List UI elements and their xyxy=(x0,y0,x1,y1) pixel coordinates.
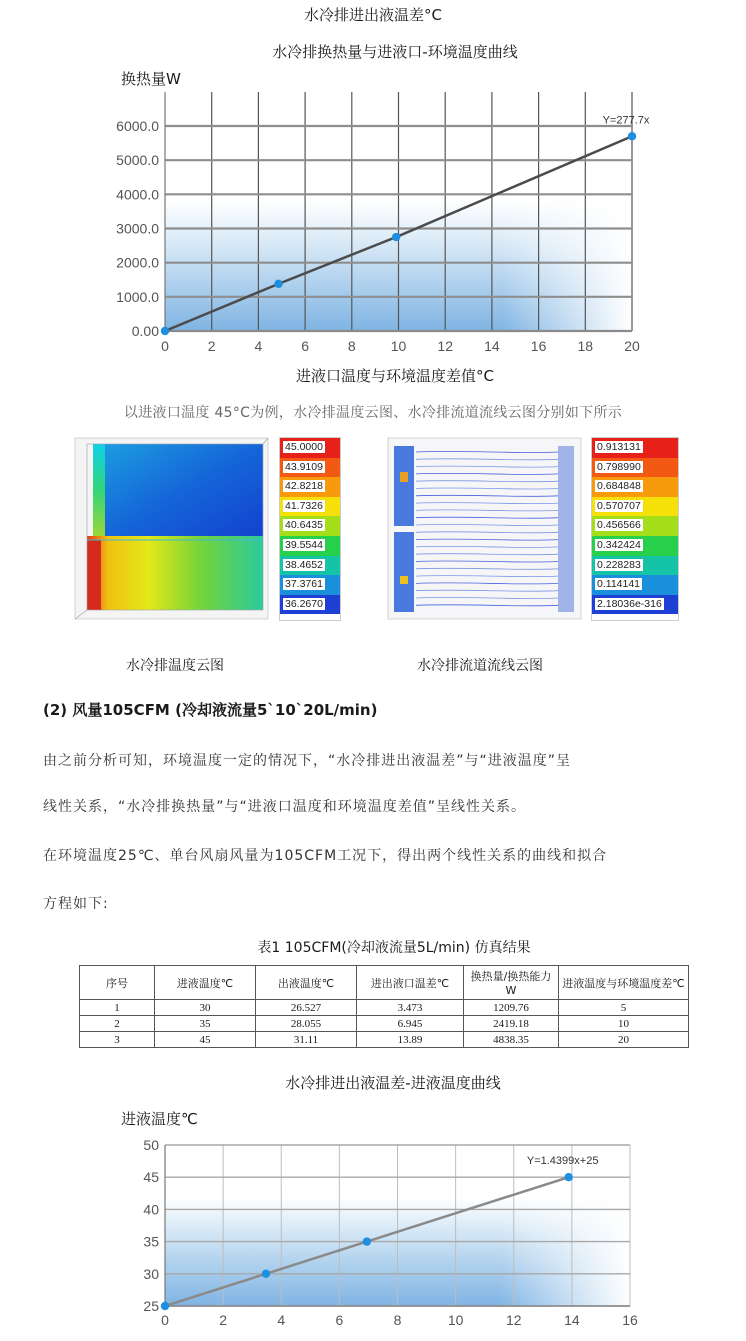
legend-row xyxy=(592,458,678,478)
table-cell: 31.11 xyxy=(256,1032,357,1048)
y-tick-label: 4000.0 xyxy=(116,186,159,203)
table-cell: 28.055 xyxy=(256,1016,357,1032)
legend-row xyxy=(592,477,678,497)
x-tick-label: 2 xyxy=(207,338,216,354)
table-cell: 3 xyxy=(80,1032,155,1048)
x-tick-label: 6 xyxy=(335,1312,344,1328)
intro-text: 以进液口温度 45°C为例，水冷排温度云图、水冷排流道流线云图分别如下所示 xyxy=(123,405,623,421)
y-tick-label: 1000.0 xyxy=(116,288,159,305)
section-heading: (2) 风量105CFM (冷却液流量5`10`20L/min) xyxy=(43,701,378,719)
x-tick-label: 14 xyxy=(484,338,500,354)
table-row xyxy=(80,1032,689,1048)
table-cell: 13.89 xyxy=(357,1032,464,1048)
table-cell: 6.945 xyxy=(357,1016,464,1032)
legend-row xyxy=(280,595,340,615)
legend-label: 0.798990 xyxy=(597,460,641,473)
x-tick-label: 18 xyxy=(577,338,594,354)
legend-label: 42.8218 xyxy=(285,480,323,493)
chart2-ylabel: 进液温度℃ xyxy=(121,1110,198,1128)
temperature-legend xyxy=(279,437,341,621)
legend-row xyxy=(592,556,678,576)
table-cell: 30 xyxy=(155,1000,256,1016)
table-cell: 1 xyxy=(80,1000,155,1016)
legend-row xyxy=(280,516,340,536)
y-tick-label: 6000.0 xyxy=(116,118,159,134)
y-tick-label: 50 xyxy=(143,1137,159,1153)
flow-legend xyxy=(591,437,679,621)
paragraph-1-line-1: 由之前分析可知，环境温度一定的情况下，“水冷排进出液温差”与“进液温度”呈 xyxy=(43,753,572,769)
y-tick-label: 0.00 xyxy=(131,323,159,339)
header-cell: 换热量/换热能力 W xyxy=(464,966,559,1000)
table-cell: 1209.76 xyxy=(464,1000,559,1016)
table-cell: 45 xyxy=(155,1032,256,1048)
legend-row xyxy=(592,575,678,595)
x-tick-label: 10 xyxy=(390,338,407,354)
header-cell: 进液温度与环境温度差℃ xyxy=(559,966,689,1000)
legend-label: 0.342424 xyxy=(597,538,641,551)
legend-row xyxy=(280,575,340,595)
legend-label: 0.913131 xyxy=(597,441,641,453)
table-cell: 10 xyxy=(559,1016,689,1032)
x-tick-label: 4 xyxy=(277,1312,286,1328)
legend-label: 0.684848 xyxy=(597,480,641,493)
legend-label: 0.228283 xyxy=(597,558,641,571)
x-tick-label: 20 xyxy=(624,338,640,354)
fit-equation: Y=1.4399x+25 xyxy=(526,1155,599,1168)
x-tick-label: 8 xyxy=(347,338,356,354)
legend-row xyxy=(592,497,678,517)
table-cell: 2419.18 xyxy=(464,1016,559,1032)
legend-label: 0.456566 xyxy=(597,519,641,532)
table-cell: 2 xyxy=(80,1016,155,1032)
table-row xyxy=(80,1016,689,1032)
chart2-plot xyxy=(0,1130,746,1341)
table-cell: 3.473 xyxy=(357,1000,464,1016)
x-tick-label: 12 xyxy=(505,1312,522,1328)
table-caption: 表1 105CFM(冷却液流量5L/min) 仿真结果 xyxy=(257,940,531,956)
chart2-title: 水冷排进出液温差-进液温度曲线 xyxy=(285,1074,501,1092)
data-point xyxy=(274,280,282,288)
data-point xyxy=(564,1173,572,1181)
table-cell: 4838.35 xyxy=(464,1032,559,1048)
legend-label: 0.570707 xyxy=(597,499,641,512)
y-tick-label: 30 xyxy=(143,1265,159,1282)
legend-row xyxy=(280,556,340,576)
legend-label: 45.0000 xyxy=(285,441,323,453)
paragraph-1-line-2: 线性关系，“水冷排换热量”与“进液口温度和环境温度差值”呈线性关系。 xyxy=(43,799,527,815)
y-tick-label: 35 xyxy=(143,1233,159,1250)
x-tick-label: 8 xyxy=(393,1312,402,1328)
chart1-ylabel: 换热量W xyxy=(121,70,181,88)
y-tick-label: 45 xyxy=(143,1169,159,1186)
x-tick-label: 14 xyxy=(564,1312,580,1328)
legend-label: 39.5544 xyxy=(285,538,323,551)
paragraph-2-line-1: 在环境温度25℃、单台风扇风量为105CFM工况下，得出两个线性关系的曲线和拟合 xyxy=(43,848,608,864)
table-header-row xyxy=(80,966,689,1000)
header-cell: 序号 xyxy=(80,966,155,1000)
table-cell: 35 xyxy=(155,1016,256,1032)
legend-row xyxy=(280,497,340,517)
x-tick-label: 4 xyxy=(254,338,263,354)
legend-row xyxy=(280,536,340,556)
table-cell: 20 xyxy=(559,1032,689,1048)
legend-label: 2.18036e-316 xyxy=(597,597,662,610)
paragraph-2-line-2: 方程如下: xyxy=(43,896,109,912)
legend-row xyxy=(592,438,678,458)
legend-label: 43.9109 xyxy=(285,460,323,473)
legend-label: 41.7326 xyxy=(285,499,323,512)
data-point xyxy=(363,1237,371,1245)
legend-row xyxy=(280,458,340,478)
flow-streamline-image xyxy=(386,436,583,621)
chart1-title: 水冷排换热量与进液口-环境温度曲线 xyxy=(272,43,518,61)
table-cell: 26.527 xyxy=(256,1000,357,1016)
x-tick-label: 10 xyxy=(447,1312,464,1328)
caption-flow: 水冷排流道流线云图 xyxy=(417,658,543,674)
x-tick-label: 12 xyxy=(437,338,453,354)
y-tick-label: 5000.0 xyxy=(116,152,159,169)
legend-row xyxy=(592,595,678,615)
legend-label: 37.3761 xyxy=(285,578,323,591)
data-point xyxy=(262,1270,270,1278)
header-cell: 进出液口温差℃ xyxy=(357,966,464,1000)
x-tick-label: 16 xyxy=(530,338,547,354)
caption-temperature: 水冷排温度云图 xyxy=(126,658,224,674)
data-point xyxy=(628,132,636,140)
top-title: 水冷排进出液温差°C xyxy=(304,6,442,24)
y-tick-label: 3000.0 xyxy=(116,220,159,237)
legend-row xyxy=(280,438,340,458)
legend-row xyxy=(592,516,678,536)
x-tick-label: 16 xyxy=(622,1312,638,1328)
data-point xyxy=(161,327,169,335)
data-point xyxy=(392,233,400,241)
table-row xyxy=(80,1000,689,1016)
data-point xyxy=(161,1302,169,1310)
temperature-contour-image xyxy=(73,436,270,621)
y-tick-label: 25 xyxy=(143,1298,159,1314)
fit-equation: Y=277.7x xyxy=(602,114,650,127)
legend-row xyxy=(280,477,340,497)
legend-row xyxy=(592,536,678,556)
x-tick-label: 6 xyxy=(301,338,309,354)
legend-label: 40.6435 xyxy=(285,519,323,532)
table-cell: 5 xyxy=(559,1000,689,1016)
legend-label: 0.114141 xyxy=(597,578,641,591)
y-tick-label: 2000.0 xyxy=(116,254,159,271)
x-tick-label: 0 xyxy=(161,338,169,354)
chart1-plot xyxy=(0,0,746,390)
legend-label: 36.2670 xyxy=(285,597,323,610)
x-tick-label: 2 xyxy=(219,1312,228,1328)
header-cell: 进液温度℃ xyxy=(155,966,256,1000)
chart1-xlabel: 进液口温度与环境温度差值°C xyxy=(296,367,494,385)
y-tick-label: 40 xyxy=(143,1201,159,1218)
header-cell: 出液温度℃ xyxy=(256,966,357,1000)
legend-label: 38.4652 xyxy=(285,558,323,571)
simulation-table xyxy=(79,965,689,1048)
x-tick-label: 0 xyxy=(161,1312,169,1328)
